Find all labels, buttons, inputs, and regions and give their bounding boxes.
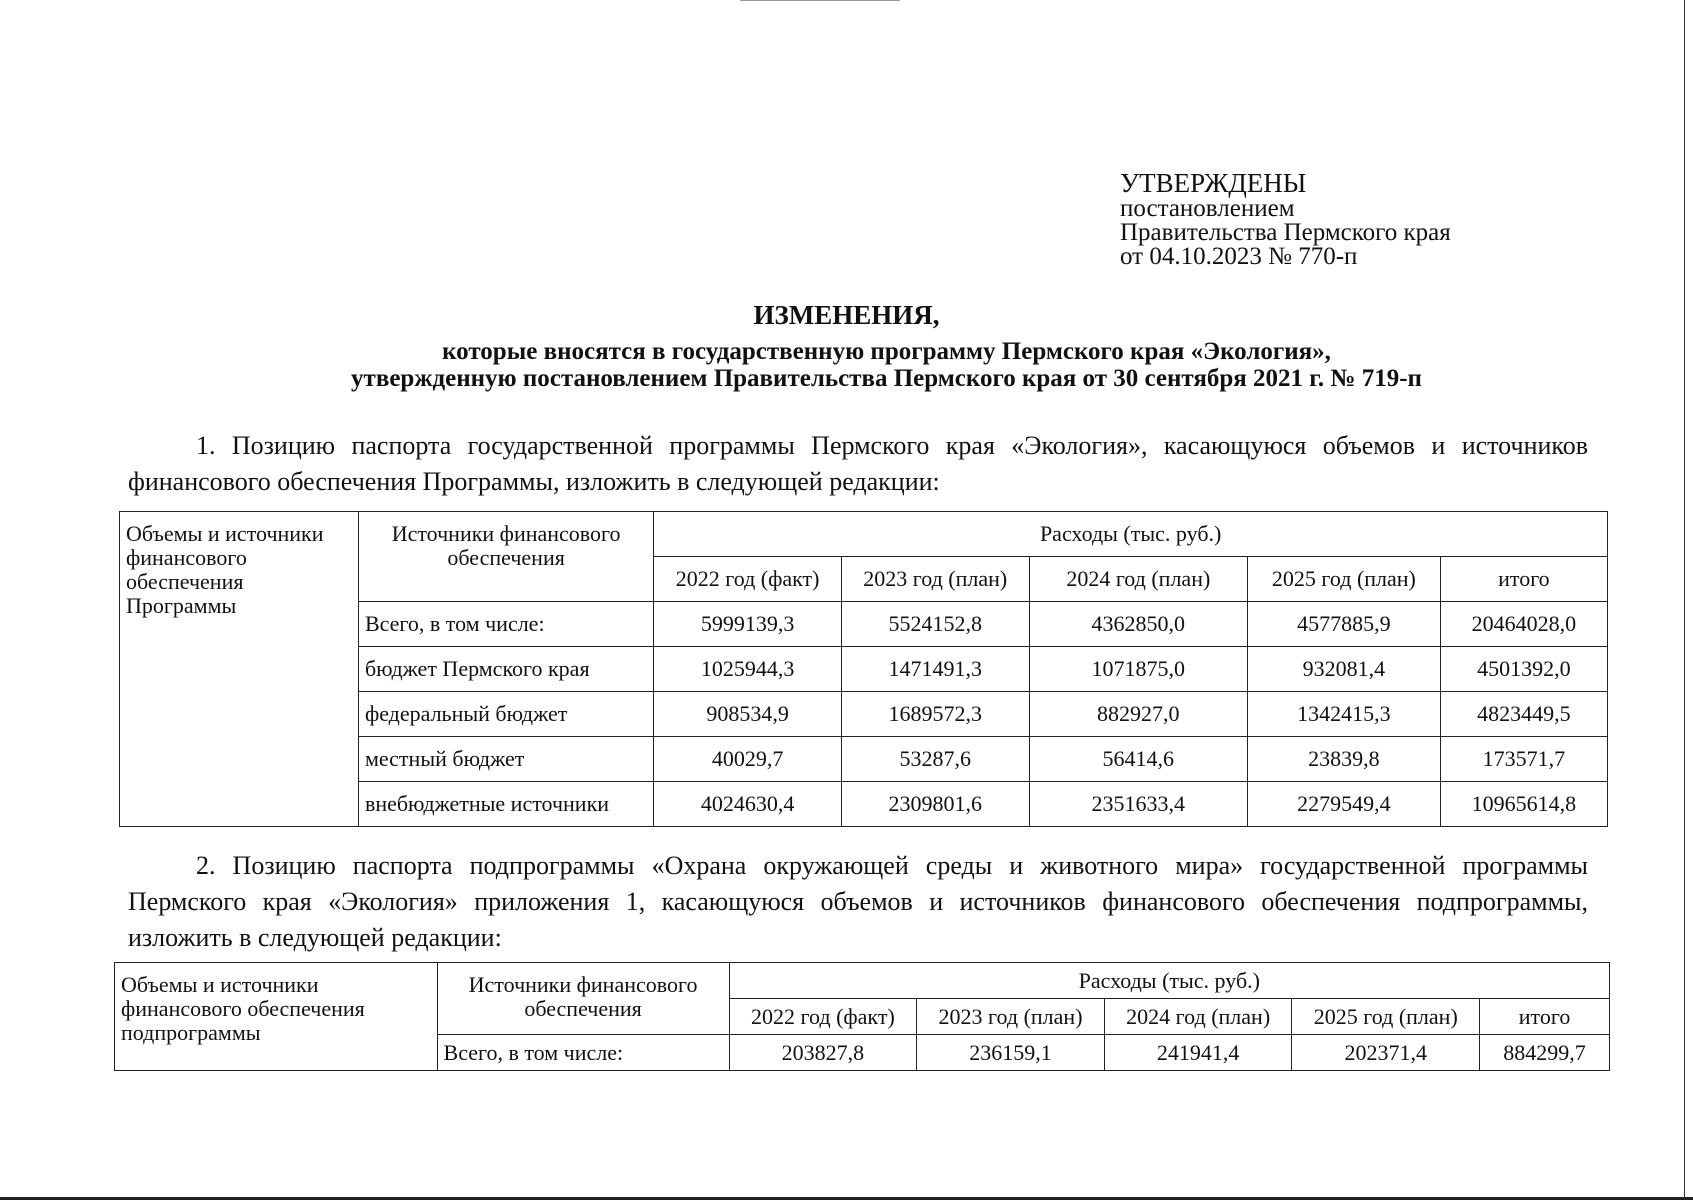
- cell-value: 4823449,5: [1440, 692, 1607, 737]
- table-label: Объемы и источники финансового обеспечения Программы: [120, 512, 359, 827]
- approval-line: Правительства Пермского края: [1120, 219, 1451, 246]
- cell-value: 4501392,0: [1440, 647, 1607, 692]
- approval-line: от 04.10.2023 № 770-п: [1120, 243, 1358, 270]
- cell-value: 56414,6: [1029, 737, 1247, 782]
- column-header: 2024 год (план): [1104, 999, 1292, 1035]
- financing-table-subprogram: [114, 962, 1610, 1071]
- subtitle-line: которые вносятся в государственную программу Пермского края «Экология»,: [442, 338, 1331, 365]
- column-header: 2022 год (факт): [729, 999, 917, 1035]
- row-name: федеральный бюджет: [358, 692, 653, 737]
- column-header: 2023 год (план): [841, 557, 1029, 602]
- approval-line: постановлением: [1120, 195, 1295, 222]
- cell-value: 4362850,0: [1029, 602, 1247, 647]
- row-name: Всего, в том числе:: [437, 1035, 729, 1071]
- cell-value: 236159,1: [917, 1035, 1105, 1071]
- document-subtitle: [40, 338, 1693, 392]
- row-name: бюджет Пермского края: [358, 647, 653, 692]
- cell-value: 173571,7: [1440, 737, 1607, 782]
- scan-edge: [740, 0, 900, 1]
- expenses-header: Расходы (тыс. руб.): [654, 512, 1608, 557]
- cell-value: 882927,0: [1029, 692, 1247, 737]
- cell-value: 40029,7: [654, 737, 842, 782]
- cell-value: 908534,9: [654, 692, 842, 737]
- cell-value: 2279549,4: [1248, 782, 1441, 827]
- column-header: 2024 год (план): [1029, 557, 1247, 602]
- cell-value: 241941,4: [1104, 1035, 1292, 1071]
- scan-edge: [1684, 0, 1685, 1200]
- cell-value: 2351633,4: [1029, 782, 1247, 827]
- cell-value: 1342415,3: [1248, 692, 1441, 737]
- cell-value: 4024630,4: [654, 782, 842, 827]
- paragraph-2-text: 2. Позицию паспорта подпрограммы «Охрана окружающей среды и животного мира» государственной программы Пермского края «Экология» приложения 1, касающуюся объемов и источников финансового обеспечения подпрограммы, изложить в следующей редакции:: [128, 851, 1588, 952]
- cell-value: 5524152,8: [841, 602, 1029, 647]
- column-header: 2025 год (план): [1292, 999, 1480, 1035]
- cell-value: 2309801,6: [841, 782, 1029, 827]
- approval-heading: УТВЕРЖДЕНЫ: [1120, 168, 1307, 198]
- paragraph-1: [128, 428, 1588, 500]
- cell-value: 1471491,3: [841, 647, 1029, 692]
- cell-value: 1025944,3: [654, 647, 842, 692]
- cell-value: 10965614,8: [1440, 782, 1607, 827]
- cell-value: 202371,4: [1292, 1035, 1480, 1071]
- financing-table-program: [119, 511, 1608, 827]
- cell-value: 5999139,3: [654, 602, 842, 647]
- table-label: Объемы и источники финансового обеспечения подпрограммы: [115, 963, 438, 1071]
- row-name: Всего, в том числе:: [358, 602, 653, 647]
- cell-value: 23839,8: [1248, 737, 1441, 782]
- cell-value: 1071875,0: [1029, 647, 1247, 692]
- cell-value: 1689572,3: [841, 692, 1029, 737]
- source-header: Источники финансового обеспечения: [358, 512, 653, 602]
- expenses-header: Расходы (тыс. руб.): [729, 963, 1609, 999]
- row-name: внебюджетные источники: [358, 782, 653, 827]
- column-header: 2022 год (факт): [654, 557, 842, 602]
- paragraph-1-text: 1. Позицию паспорта государственной программы Пермского края «Экология», касающуюся объемов и источников финансового обеспечения Программы, изложить в следующей редакции:: [128, 431, 1588, 496]
- cell-value: 932081,4: [1248, 647, 1441, 692]
- cell-value: 4577885,9: [1248, 602, 1441, 647]
- source-header: Источники финансового обеспечения: [437, 963, 729, 1035]
- cell-value: 53287,6: [841, 737, 1029, 782]
- column-header: 2025 год (план): [1248, 557, 1441, 602]
- column-header: итого: [1440, 557, 1607, 602]
- document-title: ИЗМЕНЕНИЯ,: [753, 300, 940, 330]
- cell-value: 203827,8: [729, 1035, 917, 1071]
- paragraph-2: [128, 848, 1588, 956]
- cell-value: 884299,7: [1480, 1035, 1610, 1071]
- column-header: итого: [1480, 999, 1610, 1035]
- approval-stamp: [1120, 170, 1451, 269]
- cell-value: 20464028,0: [1440, 602, 1607, 647]
- subtitle-line: утвержденную постановлением Правительства Пермского края от 30 сентября 2021 г. № 719-п: [351, 365, 1422, 392]
- row-name: местный бюджет: [358, 737, 653, 782]
- column-header: 2023 год (план): [917, 999, 1105, 1035]
